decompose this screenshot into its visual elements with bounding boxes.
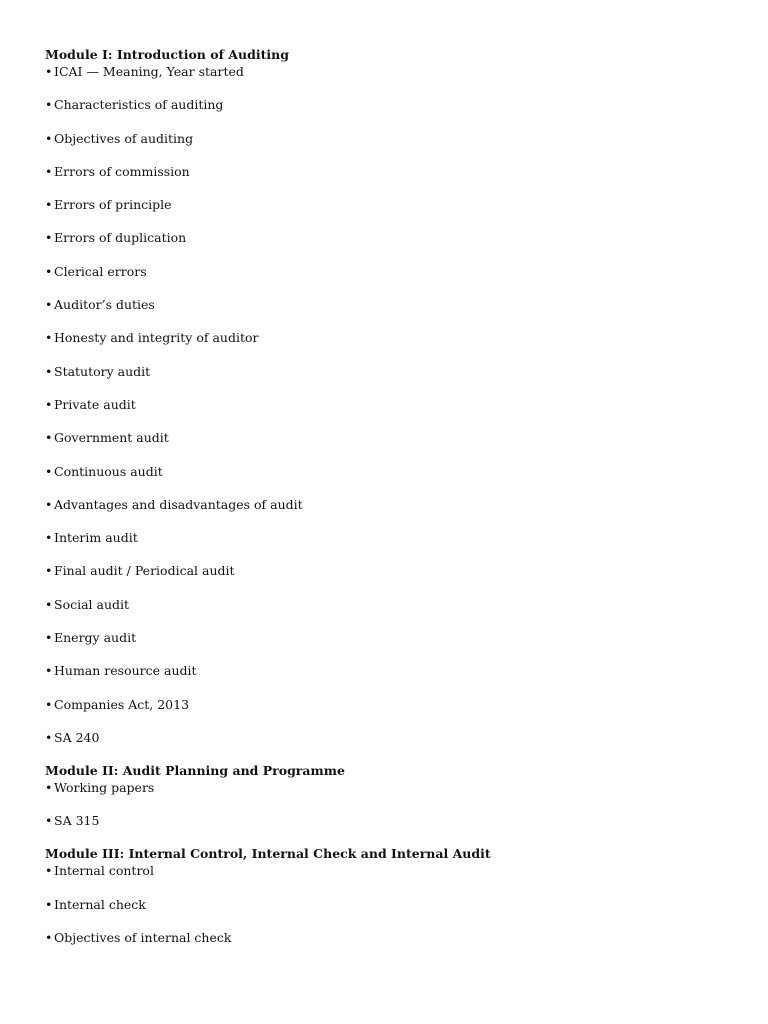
- topic-label: Energy audit: [54, 630, 137, 646]
- topic-item: [45, 779, 745, 796]
- topic-item: [45, 463, 745, 480]
- topic-label: Companies Act, 2013: [54, 696, 190, 712]
- bullet-icon: •: [45, 430, 53, 446]
- topic-label: Private audit: [54, 396, 136, 412]
- topic-label: Working papers: [54, 779, 155, 795]
- bullet-icon: •: [45, 663, 53, 679]
- topic-label: Characteristics of auditing: [54, 97, 224, 113]
- document-page: [45, 46, 745, 946]
- topic-label: Internal control: [54, 863, 154, 879]
- topic-item: [45, 729, 745, 746]
- bullet-icon: •: [45, 330, 53, 346]
- topic-item: [45, 130, 745, 147]
- topic-label: ICAI — Meaning, Year started: [54, 64, 244, 79]
- topic-label: Internal check: [54, 896, 146, 912]
- bullet-icon: •: [45, 263, 53, 279]
- topic-label: SA 315: [54, 813, 100, 829]
- bullet-icon: •: [45, 130, 53, 146]
- topic-label: Objectives of auditing: [54, 130, 194, 146]
- bullet-icon: •: [45, 813, 53, 829]
- module-1: [45, 46, 745, 746]
- bullet-icon: •: [45, 863, 53, 879]
- bullet-icon: •: [45, 97, 53, 113]
- topic-item: [45, 296, 745, 313]
- topic-label: Human resource audit: [54, 663, 197, 679]
- topic-label: Advantages and disadvantages of audit: [54, 496, 303, 512]
- bullet-icon: •: [45, 463, 53, 479]
- topic-item: [45, 929, 745, 946]
- topic-item: [45, 229, 745, 246]
- topic-item: [45, 96, 745, 113]
- topic-item: [45, 562, 745, 579]
- topic-item: [45, 63, 745, 80]
- topic-item: [45, 662, 745, 679]
- topic-label: Social audit: [54, 596, 130, 612]
- bullet-icon: •: [45, 197, 53, 213]
- topic-item: [45, 862, 745, 879]
- topic-item: [45, 363, 745, 380]
- topic-label: Clerical errors: [54, 263, 147, 279]
- topic-label: Final audit / Periodical audit: [54, 563, 235, 579]
- topic-item: [45, 396, 745, 413]
- topic-label: Honesty and integrity of auditor: [54, 330, 259, 346]
- topic-label: Statutory audit: [54, 363, 151, 379]
- bullet-icon: •: [45, 230, 53, 246]
- topic-label: Errors of duplication: [54, 230, 187, 246]
- bullet-icon: •: [45, 297, 53, 313]
- topic-item: [45, 629, 745, 646]
- bullet-icon: •: [45, 363, 53, 379]
- bullet-icon: •: [45, 896, 53, 912]
- topic-item: [45, 896, 745, 913]
- bullet-icon: •: [45, 696, 53, 712]
- bullet-icon: •: [45, 64, 53, 79]
- topic-item: [45, 596, 745, 613]
- topic-item: [45, 329, 745, 346]
- topic-item: [45, 163, 745, 180]
- topic-label: Auditor’s duties: [54, 297, 155, 313]
- topic-label: Errors of principle: [54, 197, 172, 213]
- bullet-icon: •: [45, 496, 53, 512]
- module-heading: Module III: Internal Control, Internal Check and Internal Audit: [45, 846, 491, 862]
- topic-item: [45, 529, 745, 546]
- topic-item: [45, 429, 745, 446]
- topic-label: Government audit: [54, 430, 169, 446]
- topic-label: Interim audit: [54, 530, 138, 546]
- bullet-icon: •: [45, 929, 53, 945]
- topic-label: Errors of commission: [54, 163, 190, 179]
- module-heading: Module II: Audit Planning and Programme: [45, 762, 345, 778]
- topic-item: [45, 196, 745, 213]
- topic-item: [45, 812, 745, 829]
- topic-label: Continuous audit: [54, 463, 163, 479]
- topic-item: [45, 696, 745, 713]
- bullet-icon: •: [45, 563, 53, 579]
- bullet-icon: •: [45, 729, 53, 745]
- bullet-icon: •: [45, 396, 53, 412]
- topic-item: [45, 263, 745, 280]
- topic-label: SA 240: [54, 729, 100, 745]
- bullet-icon: •: [45, 630, 53, 646]
- bullet-icon: •: [45, 530, 53, 546]
- module-3: [45, 845, 745, 946]
- module-heading: Module I: Introduction of Auditing: [45, 47, 289, 62]
- bullet-icon: •: [45, 163, 53, 179]
- bullet-icon: •: [45, 596, 53, 612]
- topic-item: [45, 496, 745, 513]
- module-2: [45, 762, 745, 829]
- topic-label: Objectives of internal check: [54, 929, 232, 945]
- bullet-icon: •: [45, 779, 53, 795]
